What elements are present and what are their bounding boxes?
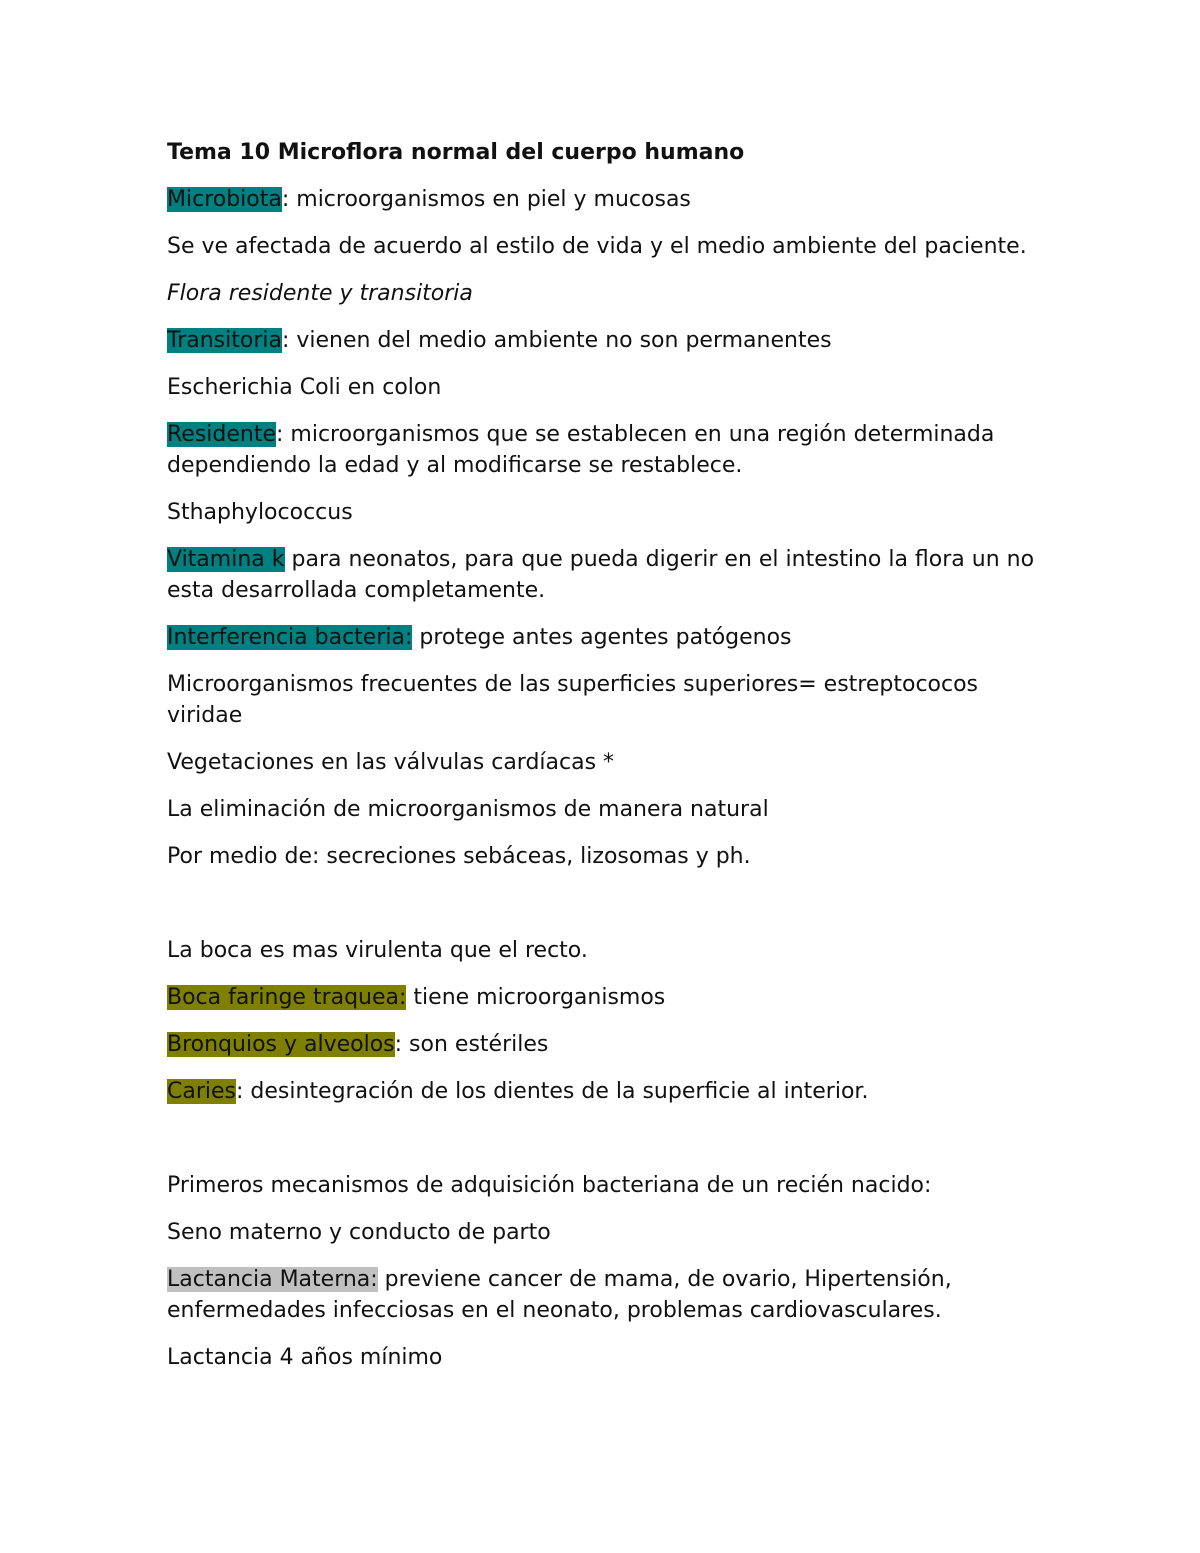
paragraph-seno-materno: Seno materno y conducto de parto <box>167 1220 551 1245</box>
paragraph-estilo-vida: Se ve afectada de acuerdo al estilo de vida y el medio ambiente del paciente. <box>167 234 1027 259</box>
paragraph-text: : desintegración de los dientes de la superficie al interior. <box>236 1079 869 1104</box>
paragraph-text: : vienen del medio ambiente no son permanentes <box>281 328 832 353</box>
paragraph-text: : microorganismos en piel y mucosas <box>281 187 691 212</box>
highlight-term: Residente <box>167 422 277 447</box>
paragraph-lactancia-materna <box>167 1264 1047 1326</box>
page-title: Tema 10 Microflora normal del cuerpo humano <box>167 140 745 165</box>
highlight-term: Interferencia bacteria: <box>167 625 413 650</box>
paragraph-interferencia <box>167 622 1047 653</box>
paragraph-sthaphylococcus: Sthaphylococcus <box>167 500 353 525</box>
blank-line <box>167 1123 1047 1154</box>
highlight-term: Bronquios y alveolos <box>167 1032 395 1057</box>
blank-line <box>167 888 1047 919</box>
paragraph-transitoria <box>167 325 1047 356</box>
paragraph-text: : son estériles <box>394 1032 549 1057</box>
paragraph-text: tiene microorganismos <box>406 985 666 1010</box>
paragraph-primeros-mecanismos: Primeros mecanismos de adquisición bacteriana de un recién nacido: <box>167 1173 932 1198</box>
paragraph-caries <box>167 1076 1047 1107</box>
highlight-term: Lactancia Materna: <box>167 1267 378 1292</box>
paragraph-eliminacion: La eliminación de microorganismos de manera natural <box>167 797 769 822</box>
paragraph-superficies: Microorganismos frecuentes de las superficies superiores= estreptococos viridae <box>167 672 979 728</box>
paragraph-secreciones: Por medio de: secreciones sebáceas, lizosomas y ph. <box>167 844 751 869</box>
subheading-flora: Flora residente y transitoria <box>167 281 473 306</box>
paragraph-escherichia: Escherichia Coli en colon <box>167 375 442 400</box>
paragraph-vitamina-k <box>167 544 1047 606</box>
paragraph-text: protege antes agentes patógenos <box>412 625 792 650</box>
paragraph-lactancia-anos: Lactancia 4 años mínimo <box>167 1345 443 1370</box>
highlight-term: Caries <box>167 1079 236 1104</box>
highlight-term: Vitamina k <box>167 547 285 572</box>
paragraph-boca-virulenta: La boca es mas virulenta que el recto. <box>167 938 588 963</box>
highlight-term: Microbiota <box>167 187 282 212</box>
paragraph-boca-faringe <box>167 982 1047 1013</box>
paragraph-microbiota <box>167 184 1047 215</box>
paragraph-vegetaciones: Vegetaciones en las válvulas cardíacas * <box>167 750 615 775</box>
paragraph-residente <box>167 419 1047 481</box>
paragraph-bronquios <box>167 1029 1047 1060</box>
highlight-term: Boca faringe traquea: <box>167 985 407 1010</box>
paragraph-text: para neonatos, para que pueda digerir en el intestino la flora un no esta desarrollada completamente. <box>167 547 1035 603</box>
paragraph-text: : microorganismos que se establecen en una región determinada dependiendo la edad y al modificarse se restablece. <box>167 422 995 478</box>
highlight-term: Transitoria <box>167 328 282 353</box>
document-body <box>167 137 1047 1389</box>
paragraph-text: previene cancer de mama, de ovario, Hipertensión, enfermedades infecciosas en el neonato, problemas cardiovasculares. <box>167 1267 952 1323</box>
